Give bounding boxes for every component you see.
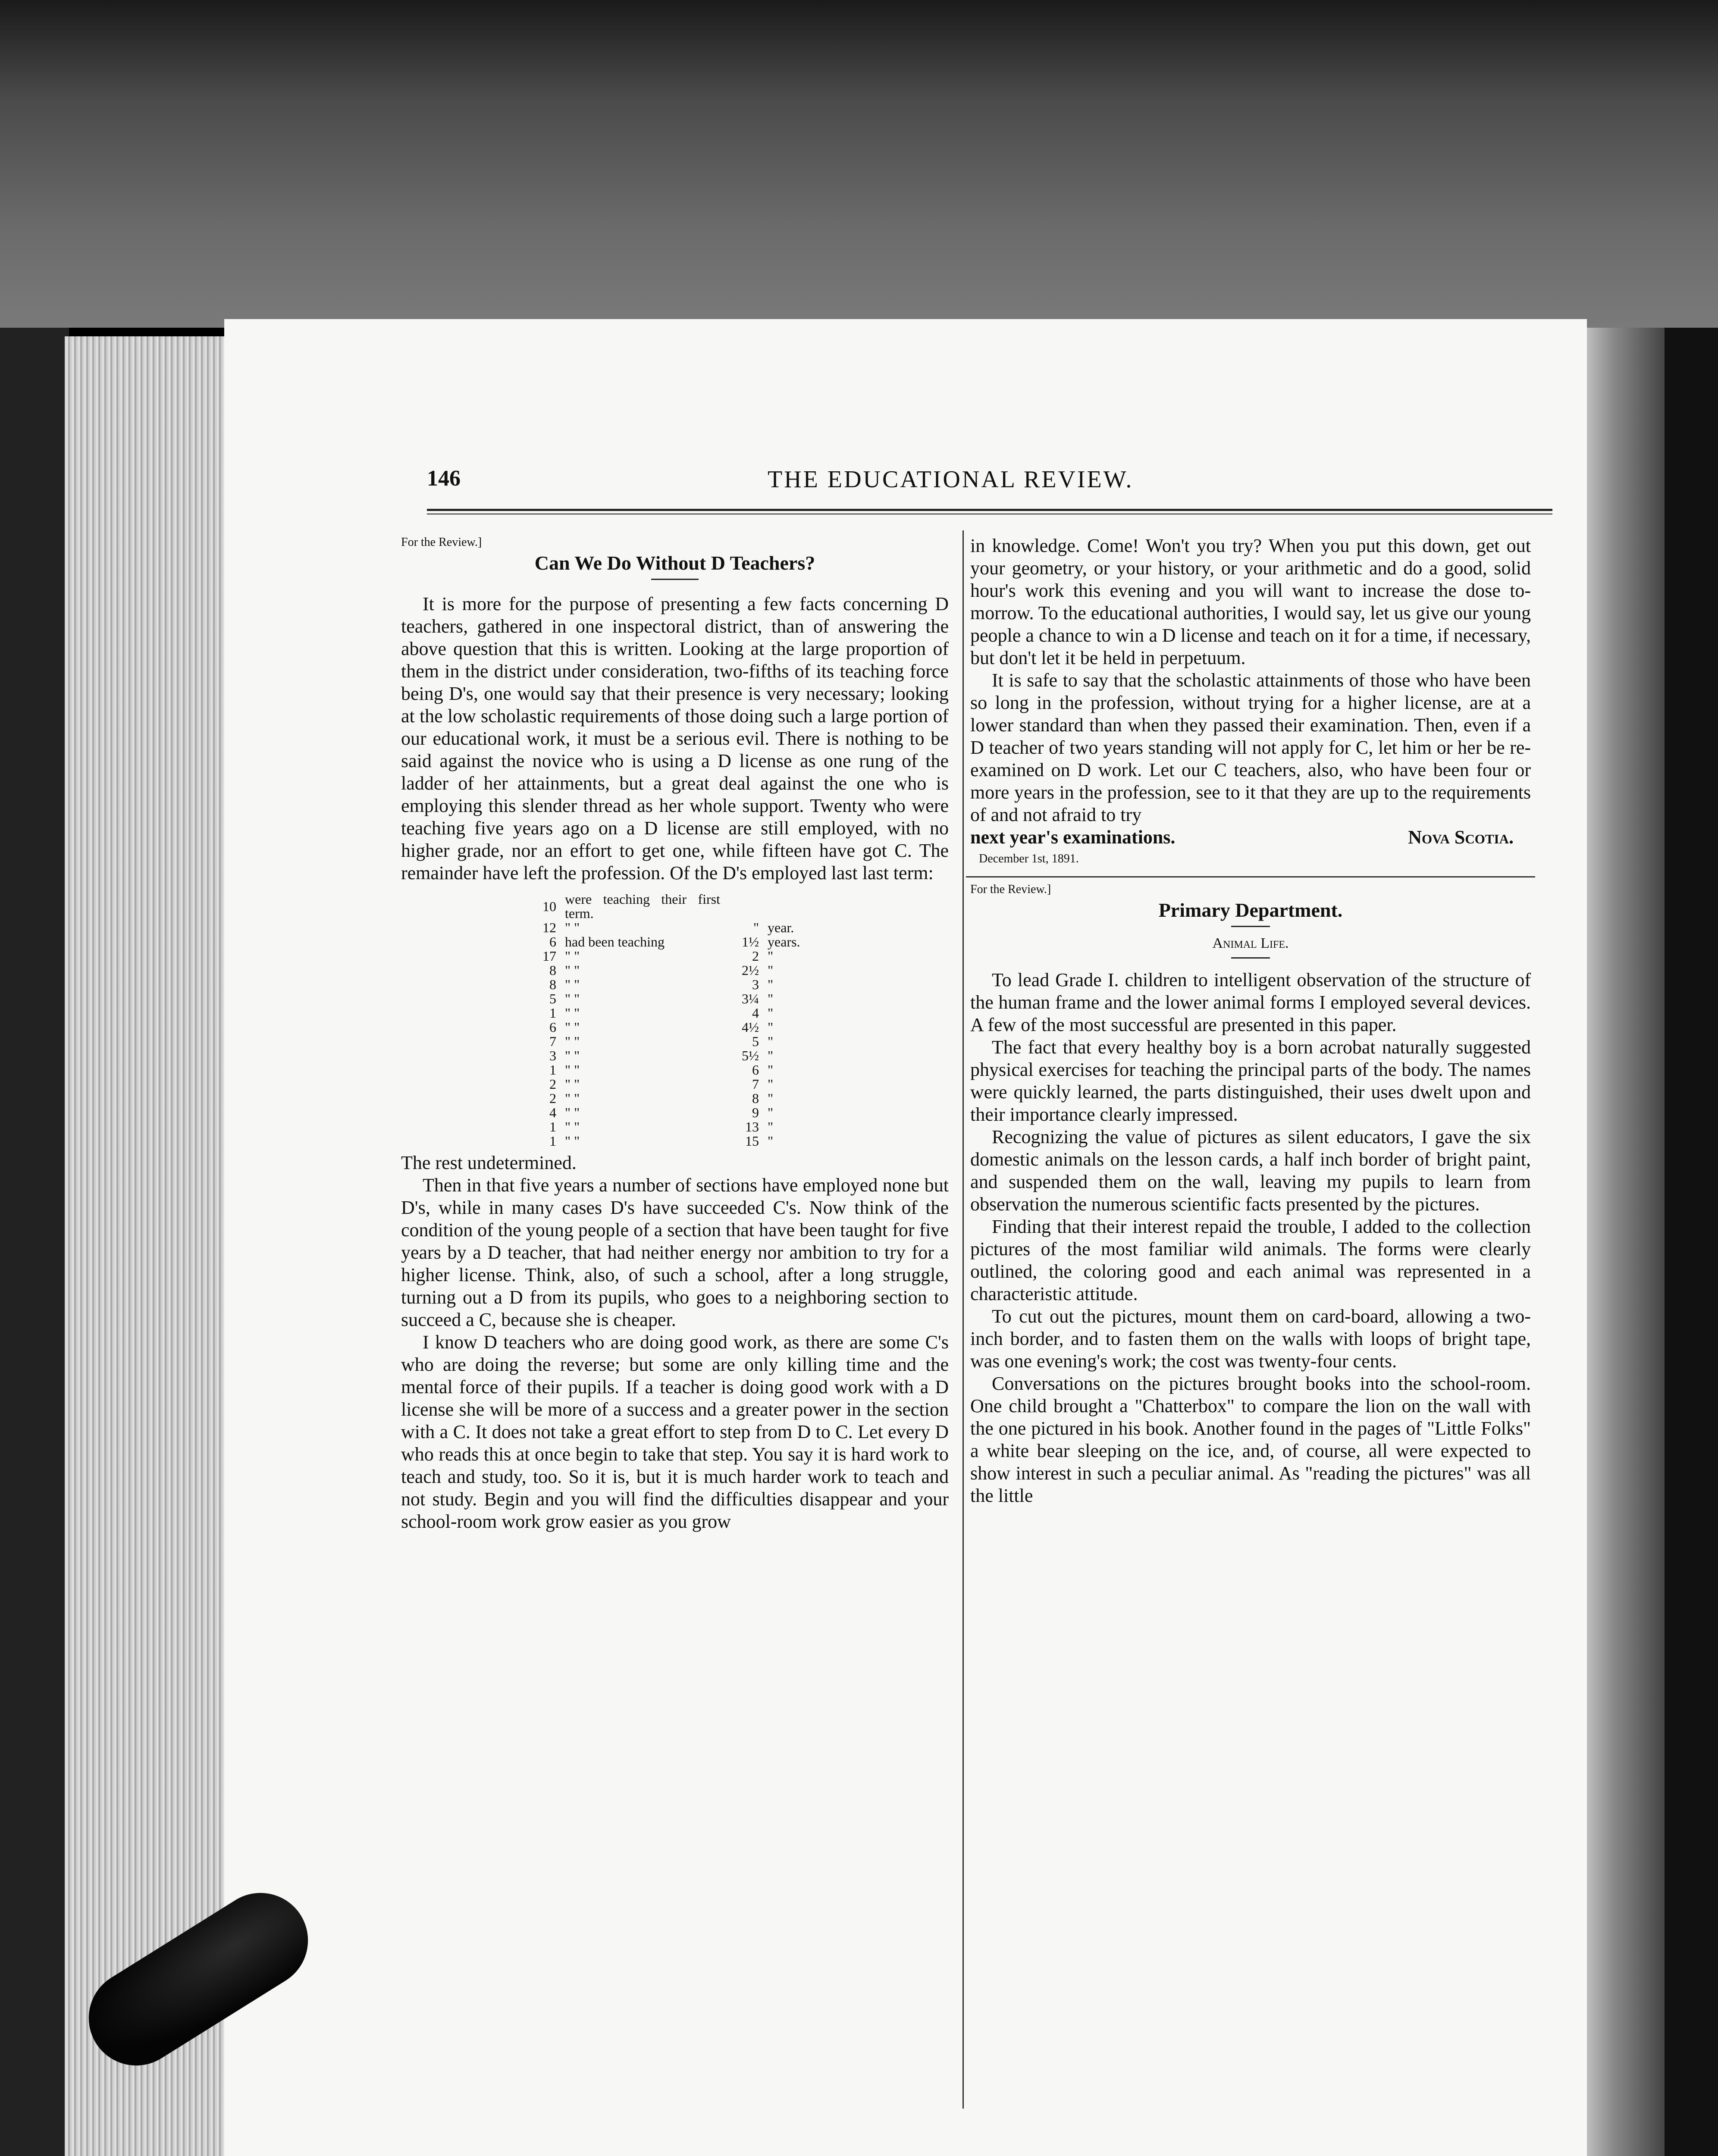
- article-source-note: For the Review.]: [401, 536, 482, 549]
- table-row: [530, 992, 815, 1006]
- title-rule: [651, 579, 699, 580]
- count-cell: 8: [549, 962, 556, 978]
- description-cell: " ": [565, 1062, 580, 1078]
- count-cell: 12: [542, 920, 556, 935]
- unit-cell: ": [768, 1062, 774, 1078]
- table-row: [530, 935, 815, 949]
- unit-cell: ": [768, 991, 774, 1006]
- years-cell: 13: [745, 1119, 759, 1134]
- table-row: [530, 1134, 815, 1148]
- table-row: [530, 1106, 815, 1120]
- article-continuation: [970, 535, 1531, 826]
- table-row: [530, 949, 815, 963]
- description-cell: " ": [565, 1019, 580, 1035]
- count-cell: 3: [549, 1048, 556, 1063]
- unit-cell: years.: [768, 934, 800, 950]
- count-cell: 7: [549, 1034, 556, 1049]
- book-binding: [1578, 328, 1665, 2156]
- years-cell: 2½: [742, 962, 759, 978]
- unit-cell: ": [768, 1005, 774, 1021]
- closing-line: next year's examinations.: [970, 827, 1176, 848]
- count-cell: 1: [549, 1133, 556, 1149]
- count-cell: 6: [549, 1019, 556, 1035]
- description-cell: " ": [565, 1034, 580, 1049]
- running-title: THE EDUCATIONAL REVIEW.: [768, 466, 1134, 493]
- description-cell: " ": [565, 948, 580, 964]
- years-cell: 4½: [742, 1019, 759, 1035]
- count-cell: 2: [549, 1076, 556, 1092]
- description-cell: " ": [565, 1091, 580, 1106]
- description-cell: " ": [565, 962, 580, 978]
- years-cell: ": [753, 920, 759, 935]
- table-row: [530, 1120, 815, 1134]
- unit-cell: ": [768, 1091, 774, 1106]
- header-rule: [427, 509, 1552, 514]
- left-column: [401, 535, 949, 1533]
- count-cell: 6: [549, 934, 556, 950]
- article2-title: Primary Department.: [1158, 899, 1343, 921]
- article-body: [401, 1174, 949, 1533]
- description-cell: had been teaching: [565, 934, 665, 950]
- table-row: [530, 1049, 815, 1063]
- scanner-background-top: [0, 0, 1718, 328]
- unit-cell: ": [768, 1133, 774, 1149]
- unit-cell: ": [768, 977, 774, 992]
- scanner-background-left: [0, 328, 69, 2156]
- paragraph: in knowledge. Come! Won't you try? When you put this down, get out your geometry, or your history, or your arithmetic and do a good, solid hour's work this evening and you will want to increase the dose to-morrow. To the educational authorities, I would say, let us give our young people a chance to win a D license and teach on it for a time, if necessary, but don't let it be held in perpetuum.: [970, 535, 1531, 668]
- years-cell: 9: [752, 1105, 759, 1120]
- count-cell: 8: [549, 977, 556, 992]
- paragraph: It is more for the purpose of presenting a few facts concerning D teachers, gathered in one inspectoral district, than of answering the above question that this is written. Looking at the large proportion of them in the district under consideration, two-fifths of its teaching force being D's, one would say that their presence is very necessary; looking at the low scholastic requirements of those doing such a large portion of our educational work, it must be a serious evil. There is nothing to be said against the novice who is using a D license as one rung of the ladder of her attainments, but a great deal against the one who is employing this slender thread as her whole support. Twenty who were teaching five years ago on a D license are still employed, with no higher grade, nor an effort to get one, while fifteen have got C. The remainder have left the profession. Of the D's employed last last term:: [401, 593, 949, 884]
- count-cell: 5: [549, 991, 556, 1006]
- table-row: [530, 1063, 815, 1077]
- years-cell: 5: [752, 1034, 759, 1049]
- description-cell: " ": [565, 1133, 580, 1149]
- years-cell: 8: [752, 1091, 759, 1106]
- years-cell: 3¼: [742, 991, 759, 1006]
- count-cell: 4: [549, 1105, 556, 1120]
- count-cell: 10: [542, 898, 556, 914]
- unit-cell: ": [768, 962, 774, 978]
- table-row: [530, 963, 815, 978]
- unit-cell: ": [768, 1034, 774, 1049]
- paragraph: It is safe to say that the scholastic attainments of those who have been so long in the profession, without trying for a higher license, are at a lower standard than when they passed their examination. Then, even if a D teacher of two years standing will not apply for C, let him or her be re-examined on D work. Let our C teachers, also, who have been four or more years in the profession, see to it that they are up to the requirements of and not afraid to try: [970, 670, 1531, 825]
- years-cell: 6: [752, 1062, 759, 1078]
- years-cell: [724, 892, 763, 921]
- article-date: December 1st, 1891.: [979, 852, 1079, 865]
- paragraph: To lead Grade I. children to intelligent observation of the structure of the human frame and the lower animal forms I employed several devices. A few of the most successful are presented in this paper.: [970, 969, 1531, 1035]
- count-cell: 17: [542, 948, 556, 964]
- article2-title-rule: [1231, 926, 1270, 927]
- article2-source-note: For the Review.]: [970, 883, 1051, 896]
- book-page-edges: [65, 336, 231, 2156]
- description-cell: were teaching their first term.: [565, 891, 720, 921]
- unit-cell: ": [768, 1048, 774, 1063]
- unit-cell: ": [768, 948, 774, 964]
- years-cell: 4: [752, 1005, 759, 1021]
- column-divider: [962, 530, 964, 2109]
- paragraph: Then in that five years a number of sections have employed none but D's, while in many cases D's have succeeded C's. Now think of the condition of the young people of a section that have been taught for five years by a D teacher, that had neither energy nor ambition to try for a higher license. Think, also, of such a school, after a long struggle, turning out a D from its pupils, who goes to a neighboring section to succeed a C, because she is cheaper.: [401, 1175, 949, 1330]
- table-row: [530, 1091, 815, 1106]
- count-cell: 1: [549, 1005, 556, 1021]
- section-divider: [966, 876, 1535, 877]
- paragraph: Conversations on the pictures brought books into the school-room. One child brought a "Chatterbox" to compare the lion on the wall with the one pictured in his book. Another found in the pages of "Little Folks" a white bear sleeping on the ice, and, of course, all were expected to show interest in such a peculiar animal. As "reading the pictures" was all the little: [970, 1373, 1531, 1506]
- article-title: Can We Do Without D Teachers?: [534, 552, 815, 574]
- unit-cell: ": [768, 1019, 774, 1035]
- unit-cell: [763, 892, 815, 921]
- unit-cell: ": [768, 1076, 774, 1092]
- count-cell: 1: [549, 1119, 556, 1134]
- years-cell: 3: [752, 977, 759, 992]
- table-row: [530, 978, 815, 992]
- page-number: 146: [427, 466, 461, 491]
- years-cell: 2: [752, 948, 759, 964]
- years-cell: 7: [752, 1076, 759, 1092]
- article-intro: [401, 593, 949, 884]
- table-footnote: The rest undetermined.: [401, 1152, 577, 1173]
- table-row: [530, 892, 815, 921]
- article-signoff: [970, 826, 1531, 849]
- paragraph: I know D teachers who are doing good work, as there are some C's who are doing the reverse; but some are only killing time and the mental force of their pupils. If a teacher is doing good work with a D license she will be more of a success and a greater power in the section with a C. It does not take a great effort to step from D to C. Let every D who reads this at once begin to take that step. You say it is hard work to teach and study, too. So it is, but it is much harder work to teach and not study. Begin and you will find the difficulties disappear and your school-room work grow easier as you grow: [401, 1332, 949, 1532]
- unit-cell: ": [768, 1105, 774, 1120]
- article2-subtitle-rule: [1231, 957, 1270, 959]
- unit-cell: year.: [768, 920, 794, 935]
- description-cell: " ": [565, 920, 580, 935]
- description-cell: " ": [565, 1048, 580, 1063]
- author-signature: Nova Scotia.: [1408, 827, 1514, 848]
- right-column: [970, 535, 1531, 1507]
- table-row: [530, 1020, 815, 1034]
- description-cell: " ": [565, 1076, 580, 1092]
- description-cell: " ": [565, 977, 580, 992]
- description-cell: " ": [565, 1119, 580, 1134]
- article2-body: [970, 969, 1531, 1507]
- teacher-statistics-table: [530, 892, 815, 1148]
- years-cell: 1½: [742, 934, 759, 950]
- article2-subtitle: Animal Life.: [1212, 935, 1289, 951]
- table-row: [530, 1034, 815, 1049]
- paragraph: Recognizing the value of pictures as silent educators, I gave the six domestic animals on the lesson cards, a half inch border of bright paint, and suspended them on the wall, leaving my pupils to learn from observation the numerous scientific facts presented by the pictures.: [970, 1126, 1531, 1215]
- description-cell: " ": [565, 991, 580, 1006]
- unit-cell: ": [768, 1119, 774, 1134]
- table-row: [530, 1006, 815, 1020]
- table-row: [530, 921, 815, 935]
- years-cell: 5½: [742, 1048, 759, 1063]
- description-cell: " ": [565, 1105, 580, 1120]
- years-cell: 15: [745, 1133, 759, 1149]
- paragraph: To cut out the pictures, mount them on card-board, allowing a two-inch border, and to fasten them on the walls with loops of bright tape, was one evening's work; the cost was twenty-four cents.: [970, 1306, 1531, 1372]
- count-cell: 2: [549, 1091, 556, 1106]
- count-cell: 1: [549, 1062, 556, 1078]
- description-cell: " ": [565, 1005, 580, 1021]
- paragraph: Finding that their interest repaid the trouble, I added to the collection pictures of the most familiar wild animals. The forms were clearly outlined, the coloring good and each animal was represented in a characteristic attitude.: [970, 1216, 1531, 1304]
- table-row: [530, 1077, 815, 1091]
- paragraph: The fact that every healthy boy is a born acrobat naturally suggested physical exercises for teaching the principal parts of the body. The names were quickly learned, the parts distinguished, their uses dwelt upon and their importance clearly impressed.: [970, 1037, 1531, 1125]
